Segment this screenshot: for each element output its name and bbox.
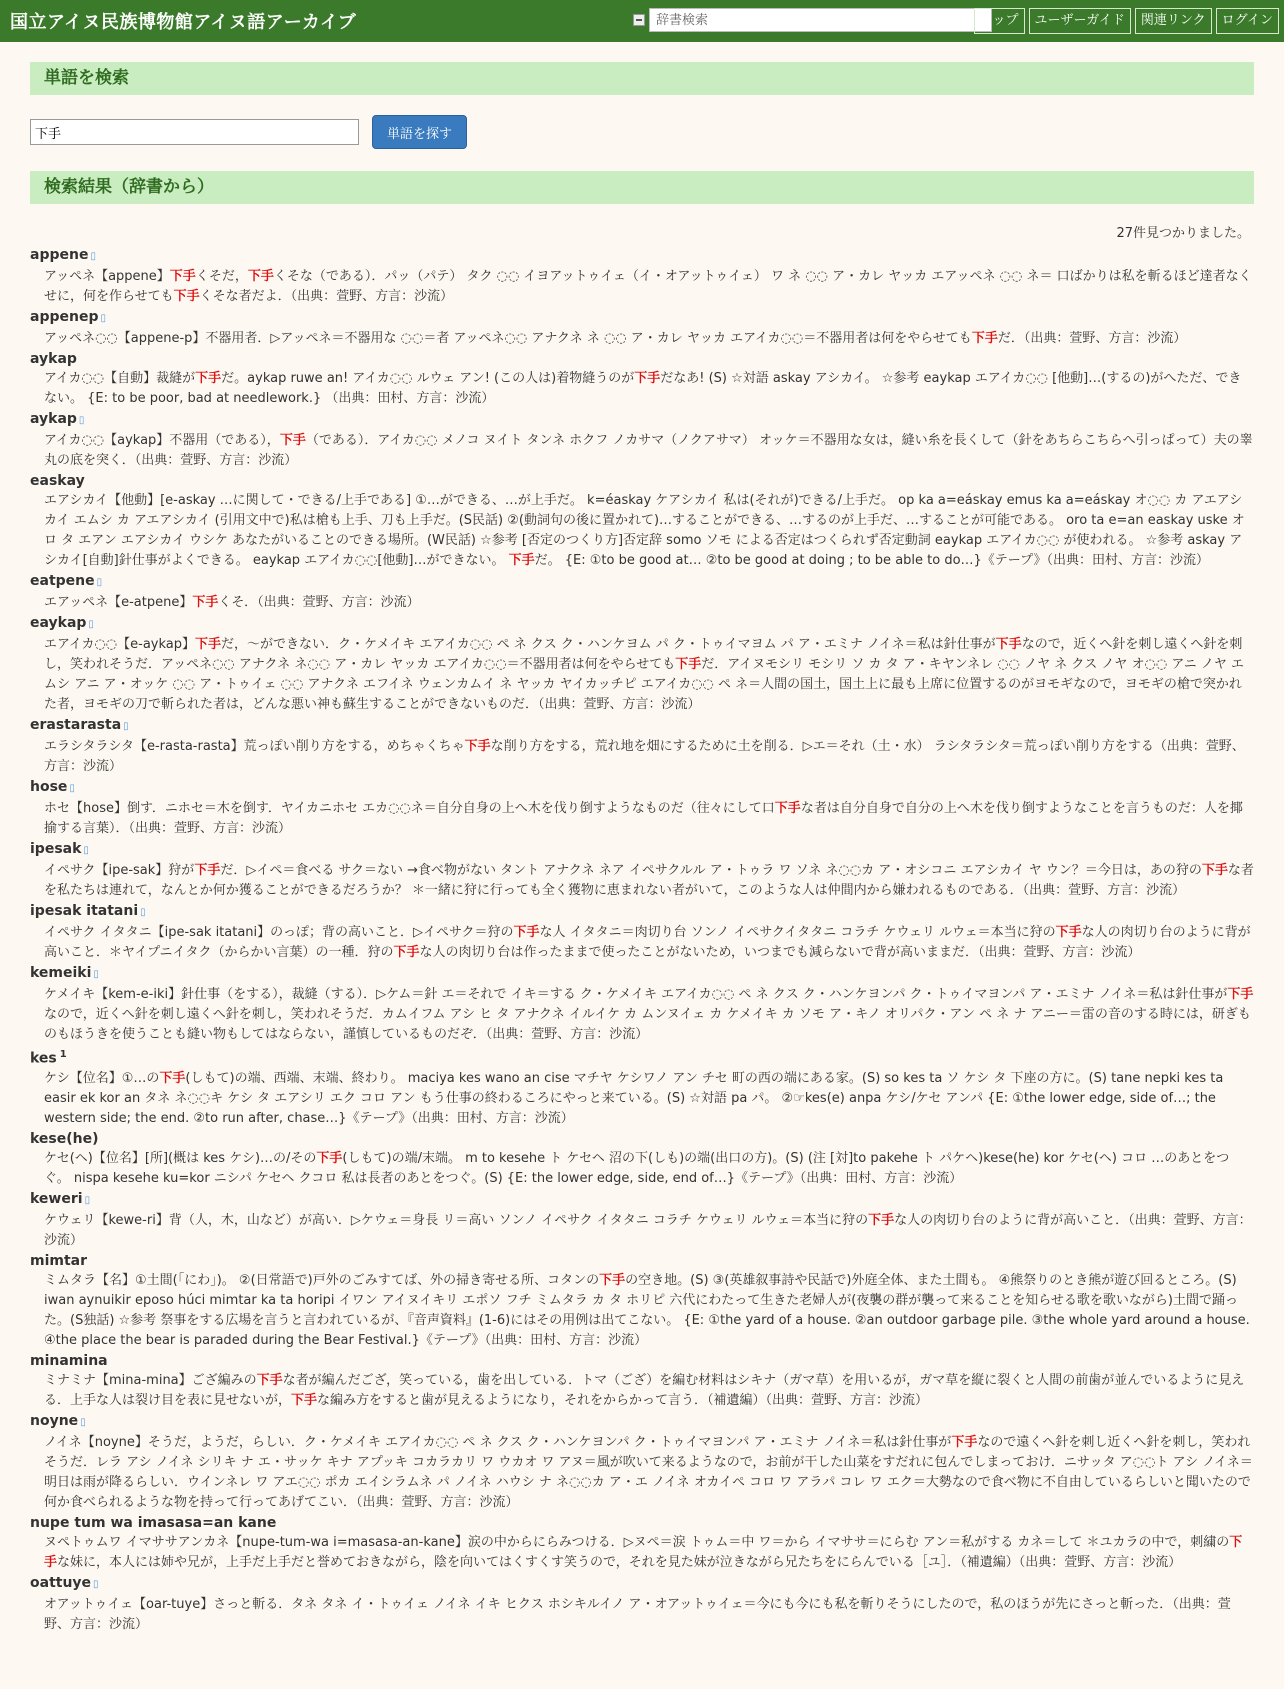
headword-text: nupe tum wa imasasa=an kane xyxy=(30,1514,277,1531)
headword-text: ipesak xyxy=(30,841,82,857)
entry-definition: エアイカ◌◌【e-aykap】下手だ，～ができない．ク・ケメイキ エアイカ◌◌ ペ ネ クス ク・ハンケヨム パ ク・トゥイマヨム パ ア・エミナ ノイネ＝私は針仕事が下手なので，近くへ針を刺し遠くへ針を刺し，笑われそうだ．アッペネ◌◌ アナクネ ネ◌◌ ア・カレ ヤッカ エアイカ◌◌＝不器用者は何をやらせても下手だ．アイヌモシリ モシリ ソ カ タ ア・キヤンネレ ◌◌ ノヤ ネ クス ノヤ オ◌◌ アニ ノヤ エムシ アニ ア・オッケ ◌◌ ア・トゥイェ ◌◌ アナクネ エフイネ ウェンカムイ ネ ヤッカ ヤイカッチピ エアイカ◌◌ ペ ネ＝人間の国土，国土上に最も上席に位置するのがヨモギなので，ヨモギの槍で突かれた者，ヨモギの刀で斬られた者は，どんな悪い神も蘇生することができないものだ．（出典：萱野、方言：沙流） xyxy=(44,637,1244,712)
result-entry xyxy=(30,777,1254,839)
entry-headword[interactable] xyxy=(30,777,1254,799)
entry-definition: エアシカイ【他動】[e-askay …に関して・できる/上手である] ①…ができる、…が上手だ。 k=éaskay ケアシカイ 私は(それが)できる/上手だ。 op ka a=eáskay emus ka a=eáskay オ◌◌ カ アエアシカイ エムシ カ アエアシカイ (引用文中で)私は槍も上手、刀も上手だ。(S民話) ②(動詞句の後に置かれて)…することができる、…するのが上手だ、…することが可能である。 oro ta e=an easkay uske オロ タ エアン エアシカイ ウシケ あなたがいることのできる場所。(W民話) ☆参考 [否定のつくり方]否定辞 somo ソモ による否定はつくられず否定動詞 eaykap エアイカ◌◌ が使われる。 ☆参考 askay アシカイ[自動]針仕事がよくできる。 eaykap エアイカ◌◌[他動]…ができない。 下手だ。 {E: ①to be good at… ②to be good at doing ; to be able to do…}《テープ》（出典：田村、方言：沙流） xyxy=(44,493,1245,568)
search-highlight: 下手 xyxy=(159,1070,186,1086)
headword-text: hose xyxy=(30,779,68,795)
entry-definition: ケメイキ【kem-e-iki】針仕事（をする），裁縫（する）．▷ケム＝針 エ＝それで イキ＝する ク・ケメイキ エアイカ◌◌ ペ ネ クス ク・ハンケヨンパ ク・トゥイマヨンパ ア・エミナ ノイネ＝私は針仕事が下手なので，近くへ針を刺し遠くへ針を刺し，笑われそうだ．カムイフム アシ ヒ タ アナクネ イルイケ カ ムンヌイェ カ ケメイキ カ ソモ ア・キノ オリパク・アン ペ ネ ナ アニー＝雷の音のする時には，研ぎものもほうきを使うことも縫い物もしてはならない，謹慎しているものだぞ．（出典：萱野、方言：沙流） xyxy=(44,987,1254,1042)
search-highlight: 下手 xyxy=(971,331,998,346)
audio-icon[interactable]: ▯ xyxy=(69,783,75,794)
audio-icon[interactable]: ▯ xyxy=(140,907,146,918)
headword-text: ipesak itatani xyxy=(30,903,139,919)
entry-headword[interactable] xyxy=(30,715,1254,737)
search-highlight: 下手 xyxy=(951,1434,978,1450)
headword-text: aykap xyxy=(30,351,77,367)
dictionary-search-icon[interactable] xyxy=(633,14,645,26)
result-entry xyxy=(30,571,1254,613)
result-entry xyxy=(30,1129,1254,1189)
header-search xyxy=(633,8,992,32)
dictionary-search-input[interactable] xyxy=(649,8,992,32)
entry-headword[interactable] xyxy=(30,1045,1254,1069)
headword-text: keweri xyxy=(30,1190,83,1207)
result-entry xyxy=(30,963,1254,1045)
nav-login-link[interactable]: ログイン xyxy=(1216,8,1279,34)
entry-definition: ヌペトゥムワ イマササアンカネ【nupe-tum-wa i=masasa-an-kane】涙の中からにらみつける．▷ヌペ＝涙 トゥム＝中 ワ＝から イマササ＝にらむ アン＝私がする カネ＝して ＊ユカラの中で，刺繍の下手な妹に，本人には姉や兄が，上手だ上手だと誉めておきながら，陰を向いてはくすくす笑うので，それを見た妹が泣きながら兄たちをにらんでいる［ユ］．（補遺編）（出典：萱野、方言：沙流） xyxy=(44,1534,1243,1570)
audio-icon[interactable]: ▯ xyxy=(93,1578,99,1590)
audio-icon[interactable]: ▯ xyxy=(96,577,103,588)
entry-headword[interactable] xyxy=(30,963,1254,985)
entry-headword[interactable] xyxy=(30,1411,1254,1433)
audio-icon[interactable]: ▯ xyxy=(83,845,89,856)
search-highlight: 下手 xyxy=(169,269,196,284)
entry-definition: イペサク イタタニ【ipe-sak itatani】のっぽ；背の高いこと．▷イペサク＝狩の下手な人 イタタニ＝肉切り台 ソンノ イペサクイタタニ コラチ ケウェリ ルウェ＝本当に狩の下手な人の肉切り台のように背が高いこと．＊ヤイプニイタク（からかい言葉）の一種．狩の下手な人の肉切り台は作ったままで使ったことがないため，いつまでも減らないで背が高いままだ．（出典：萱野、方言：沙流） xyxy=(44,925,1251,960)
search-highlight: 下手 xyxy=(675,657,702,672)
search-highlight: 下手 xyxy=(192,595,219,610)
headword-text: aykap xyxy=(30,411,77,427)
audio-icon[interactable]: ▯ xyxy=(78,415,85,426)
result-entry xyxy=(30,839,1254,901)
result-entry xyxy=(30,1251,1254,1351)
entry-headword[interactable] xyxy=(30,1351,1254,1371)
entry-headword[interactable] xyxy=(30,613,1254,635)
entry-headword[interactable] xyxy=(30,1129,1254,1149)
entry-definition: エラシタラシタ【e-rasta-rasta】荒っぽい削り方をする，めちゃくちゃ下手な削り方をする，荒れ地を畑にするために土を削る．▷エ＝それ（土・水） ラシタラシタ＝荒っぽい削り方をする（出典：萱野、方言：沙流） xyxy=(44,739,1245,774)
headword-text: minamina xyxy=(30,1352,108,1369)
audio-icon[interactable]: ▯ xyxy=(84,1194,91,1206)
entry-definition: アッペネ◌◌【appene-p】不器用者．▷アッペネ＝不器用な ◌◌＝者 アッペネ◌◌ アナクネ ネ ◌◌ ア・カレ ヤッカ エアイカ◌◌＝不器用者は何をやらせても下手だ．（出典：萱野、方言：沙流） xyxy=(44,331,1187,346)
headword-text: kese(he) xyxy=(30,1130,99,1147)
headword-text: easkay xyxy=(30,473,85,489)
result-entry xyxy=(30,901,1254,963)
nav-top-link[interactable]: トップ xyxy=(974,8,1025,34)
entry-definition: アッペネ【appene】下手くそだ，下手くそな（である）．パッ（パテ） タク ◌◌ イヨアットゥイェ（イ・オアットゥイェ） ワ ネ ◌◌ ア・カレ ヤッカ エアッペネ ◌◌ ネ＝ 口ばかりは私を斬るほど達者なくせに，何を作らせても下手くそな者だよ．（出典：萱野、方言：沙流） xyxy=(44,269,1252,304)
result-entry xyxy=(30,1573,1254,1635)
entry-definition: ケセ(ヘ)【位名】[所](概は kes ケシ)…の/その下手(しもて)の端/末端。 m to kesehe ト ケセヘ 沼の下(しも)の端(出口の方)。(S) (注 [対]to pakehe ト パケヘ)kese(he) kor ケセ(ヘ) コロ …のあとをつぐ。 nispa kesehe ku=kor ニシパ ケセヘ クコロ 私は長者のあとをつぐ。(S) {E: the lower edge, side, end of…}《テープ》（出典：田村、方言：沙流） xyxy=(44,1150,1230,1186)
search-highlight: 下手 xyxy=(513,925,540,940)
entry-headword[interactable] xyxy=(30,1573,1254,1595)
result-entry xyxy=(30,409,1254,471)
entry-definition: ノイネ【noyne】そうだ，ようだ，らしい．ク・ケメイキ エアイカ◌◌ ペ ネ クス ク・ハンケヨンパ ク・トゥイマヨンパ ア・エミナ ノイネ＝私は針仕事が下手なので遠くへ針を刺し近くへ針を刺し，笑われそうだ．レラ アシ ノイネ シリキ ナ エ・サッケ キナ アプッキ コカラカリ ワ ウカオ ワ アヌ＝風が吹いて来るようなので，お前が干した山菜をすだれに包んでしまっておけ．ニサッタ ア◌◌ト アシ ノイネ＝明日は雨が降るらしい．ウインネレ ワ アエ◌◌ ポカ エイシラムネ パ ノイネ ハウシ ナ ネ◌◌カ ア・エ ノイネ オカイペ コロ ワ アラパ コレ ワ エク＝大勢なので食べ物に不自由しているらしいと聞いたので何か食べられるような物を持って行ってあげてこい．（出典：萱野、方言：沙流） xyxy=(44,1434,1253,1510)
headword-text: eaykap xyxy=(30,615,87,631)
entry-definition: ミムタラ【名】①土間(「にわ」)。 ②(日常語で)戸外のごみすてば、外の掃き寄せる所、コタンの下手の空き地。(S) ③(英雄叙事詩や民話で)外庭全体、また土間も。 ④熊祭りのとき熊が遊び回るところ。(S) iwan aynuikir eposo húci mimtar ka ta horipi イワン アイヌイキリ エポソ フチ ミムタラ カ タ ホリピ 六代にわたって生きた老婦人が(夜襲の群が襲って来ることを知らせる歌を歌いながら)土間で踊った。(S独話) ☆参考 祭事をする広場を言うと言われているが、『音声資料』(1-6)にはその用例は出てこない。 {E: ①the yard of a house. ②an outdoor garbage pile. ③the whole yard around a house. ④the place the bear is paraded during the Bear Festival.}《テープ》（出典：田村、方言：沙流） xyxy=(44,1272,1250,1348)
top-nav xyxy=(974,8,1279,34)
entry-headword[interactable] xyxy=(30,571,1254,593)
result-entry xyxy=(30,1351,1254,1411)
search-highlight: 下手 xyxy=(774,801,801,816)
main-content xyxy=(0,42,1284,1635)
audio-icon[interactable]: ▯ xyxy=(88,619,94,630)
search-highlight: 下手 xyxy=(995,637,1022,652)
entry-definition: アイカ◌◌【自動】裁縫が下手だ。aykap ruwe an! アイカ◌◌ ルウェ アン! (この人は)着物縫うのが下手だなあ! (S) ☆対語 askay アシカイ。 ☆参考 eaykap エアイカ◌◌ [他動]…(するの)がへただ、できない。 {E: to be poor, bad at needlework.} （出典：田村、方言：沙流） xyxy=(44,371,1242,406)
headword-text: appene xyxy=(30,247,89,263)
nav-user-guide-link[interactable]: ユーザーガイド xyxy=(1029,8,1131,34)
search-highlight: 下手 xyxy=(194,863,221,878)
entry-definition: ミナミナ【mina-mina】ござ編みの下手な者が編んだござ，笑っている，歯を出している．トマ（ござ）を編む材料はシキナ（ガマ草）を用いるが，ガマ草を縦に裂くと人間の前歯が並んでいるように見える．上手な人は裂け目を表に見せないが，下手な編み方をすると歯が見えるようになり，それをからかって言う．（補遺編）（出典：萱野、方言：沙流） xyxy=(44,1372,1245,1408)
entry-headword[interactable] xyxy=(30,1513,1254,1533)
search-highlight: 下手 xyxy=(195,371,222,386)
result-count: 27件見つかりました。 xyxy=(1116,226,1250,241)
headword-text: kes xyxy=(30,1050,57,1067)
headword-text: eatpene xyxy=(30,573,95,589)
search-highlight: 下手 xyxy=(599,1272,626,1288)
search-highlight: 下手 xyxy=(1055,925,1082,940)
result-list xyxy=(30,245,1254,1635)
headword-text: noyne xyxy=(30,1412,79,1429)
entry-definition: ホセ【hose】倒す．ニホセ＝木を倒す．ヤイカニホセ エカ◌◌ネ＝自分自身の上へ木を伐り倒すようなものだ（往々にして口下手な者は自分自身で自分の上へ木を伐り倒すようなことを言うものだ：人を揶揄する言葉）．（出典：萱野、方言：沙流） xyxy=(44,801,1243,836)
search-highlight: 下手 xyxy=(868,1212,895,1228)
result-entry xyxy=(30,1411,1254,1513)
search-highlight: 下手 xyxy=(247,269,274,284)
search-highlight: 下手 xyxy=(173,289,200,304)
result-entry xyxy=(30,349,1254,409)
word-search-button[interactable]: 単語を探す xyxy=(372,115,467,149)
result-entry xyxy=(30,307,1254,349)
homonym-number: 1 xyxy=(59,1049,67,1060)
site-title[interactable]: 国立アイヌ民族博物館アイヌ語アーカイブ xyxy=(10,12,357,33)
entry-headword[interactable] xyxy=(30,409,1254,431)
entry-headword[interactable] xyxy=(30,839,1254,861)
audio-icon[interactable]: ▯ xyxy=(90,251,96,262)
entry-definition: イペサク【ipe-sak】狩が下手だ．▷イペ＝食べる サク＝ない →食べ物がない タント アナクネ ネア イペサクルル ア・トゥラ ワ ソネ ネ◌◌カ ア・オシコニ エアシカイ ヤ ウン？＝今日は，あの狩の下手な者を私たちは連れて，なんとか何か獲ることができるだろうか？ ＊一緒に狩に行っても全く獲物に恵まれない者がいて，このような人は仲間内から嫌われるものである．（出典：萱野、方言：沙流） xyxy=(44,863,1254,898)
result-entry xyxy=(30,471,1254,571)
entry-definition: ケシ【位名】①…の下手(しもて)の端、西端、末端、終わり。 maciya kes wano an cise マチヤ ケシワノ アン チセ 町の西の端にある家。(S) so kes ta ソ ケシ タ 下座の方に。(S) tane nepki kes ta easir ek kor an タネ ネ◌◌キ ケシ タ エアシリ エク コロ アン もう仕事の終わるころにやっと来ている。(S) ☆対語 pa パ。 ②☞kes(e) anpa ケシ/ケセ アンパ {E: ①the lower edge, side of…; the western side; the end. ②to run after, chase…}《テープ》（出典：田村、方言：沙流） xyxy=(44,1070,1224,1126)
headword-text: oattuye xyxy=(30,1574,92,1591)
audio-icon[interactable]: ▯ xyxy=(100,313,106,324)
search-highlight: 下手 xyxy=(195,637,222,652)
search-highlight: 下手 xyxy=(1227,987,1254,1002)
entry-headword[interactable] xyxy=(30,471,1254,491)
entry-definition: アイカ◌◌【aykap】不器用（である），下手（である）．アイカ◌◌ メノコ ヌイト タンネ ホクフ ノカサマ（ノクアサマ） オッケ＝不器用な女は，縫い糸を長くして（針をあちらこちらへ引っぱって）夫の睾丸の底を突く．（出典：萱野、方言：沙流） xyxy=(44,433,1253,468)
result-entry xyxy=(30,715,1254,777)
search-highlight: 下手 xyxy=(464,739,491,754)
entry-definition: オアットゥイェ【oar-tuye】さっと斬る．タネ タネ イ・トゥイェ ノイネ イキ ヒクス ホシキルイノ ア・オアットゥイェ＝今にも今にも私を斬りそうにしたので，私のほうが先にさっと斬った．（出典：萱野、方言：沙流） xyxy=(44,1596,1231,1632)
word-search-form xyxy=(30,115,1254,149)
search-highlight: 下手 xyxy=(634,371,661,386)
header-bar xyxy=(0,0,1284,42)
word-search-input[interactable] xyxy=(30,119,359,145)
entry-headword[interactable] xyxy=(30,901,1254,923)
headword-text: kemeiki xyxy=(30,965,92,981)
search-highlight: 下手 xyxy=(279,433,306,448)
entry-headword[interactable] xyxy=(30,1189,1254,1211)
search-highlight: 下手 xyxy=(508,553,535,568)
audio-icon[interactable]: ▯ xyxy=(80,1416,86,1428)
result-entry xyxy=(30,1045,1254,1129)
audio-icon[interactable]: ▯ xyxy=(93,969,99,980)
entry-headword[interactable] xyxy=(30,307,1254,329)
result-entry xyxy=(30,613,1254,715)
headword-text: erastarasta xyxy=(30,717,122,733)
search-highlight: 下手 xyxy=(393,945,420,960)
result-entry xyxy=(30,245,1254,307)
search-section-title: 単語を検索 xyxy=(30,62,1254,95)
result-entry xyxy=(30,1189,1254,1251)
search-highlight: 下手 xyxy=(316,1150,343,1166)
search-highlight: 下手 xyxy=(1201,863,1228,878)
entry-headword[interactable] xyxy=(30,349,1254,369)
entry-definition: エアッペネ【e-atpene】下手くそ．（出典：萱野、方言：沙流） xyxy=(44,595,420,610)
nav-related-links-link[interactable]: 関連リンク xyxy=(1135,8,1212,34)
entry-headword[interactable] xyxy=(30,245,1254,267)
entry-headword[interactable] xyxy=(30,1251,1254,1271)
audio-icon[interactable]: ▯ xyxy=(123,721,129,732)
search-highlight: 下手 xyxy=(291,1392,318,1408)
entry-definition: ケウェリ【kewe-ri】背（人，木，山など）が高い．▷ケウェ＝身長 リ＝高い ソンノ イペサク イタタニ コラチ ケウェリ ルウェ＝本当に狩の下手な人の肉切り台のように背が高いこと．（出典：萱野、方言：沙流） xyxy=(44,1212,1252,1248)
results-section-title: 検索結果（辞書から） xyxy=(30,171,1254,204)
search-highlight: 下手 xyxy=(256,1372,283,1388)
headword-text: mimtar xyxy=(30,1252,88,1269)
result-entry xyxy=(30,1513,1254,1573)
search-highlight: 下手 xyxy=(44,1534,1243,1570)
headword-text: appenep xyxy=(30,309,99,325)
